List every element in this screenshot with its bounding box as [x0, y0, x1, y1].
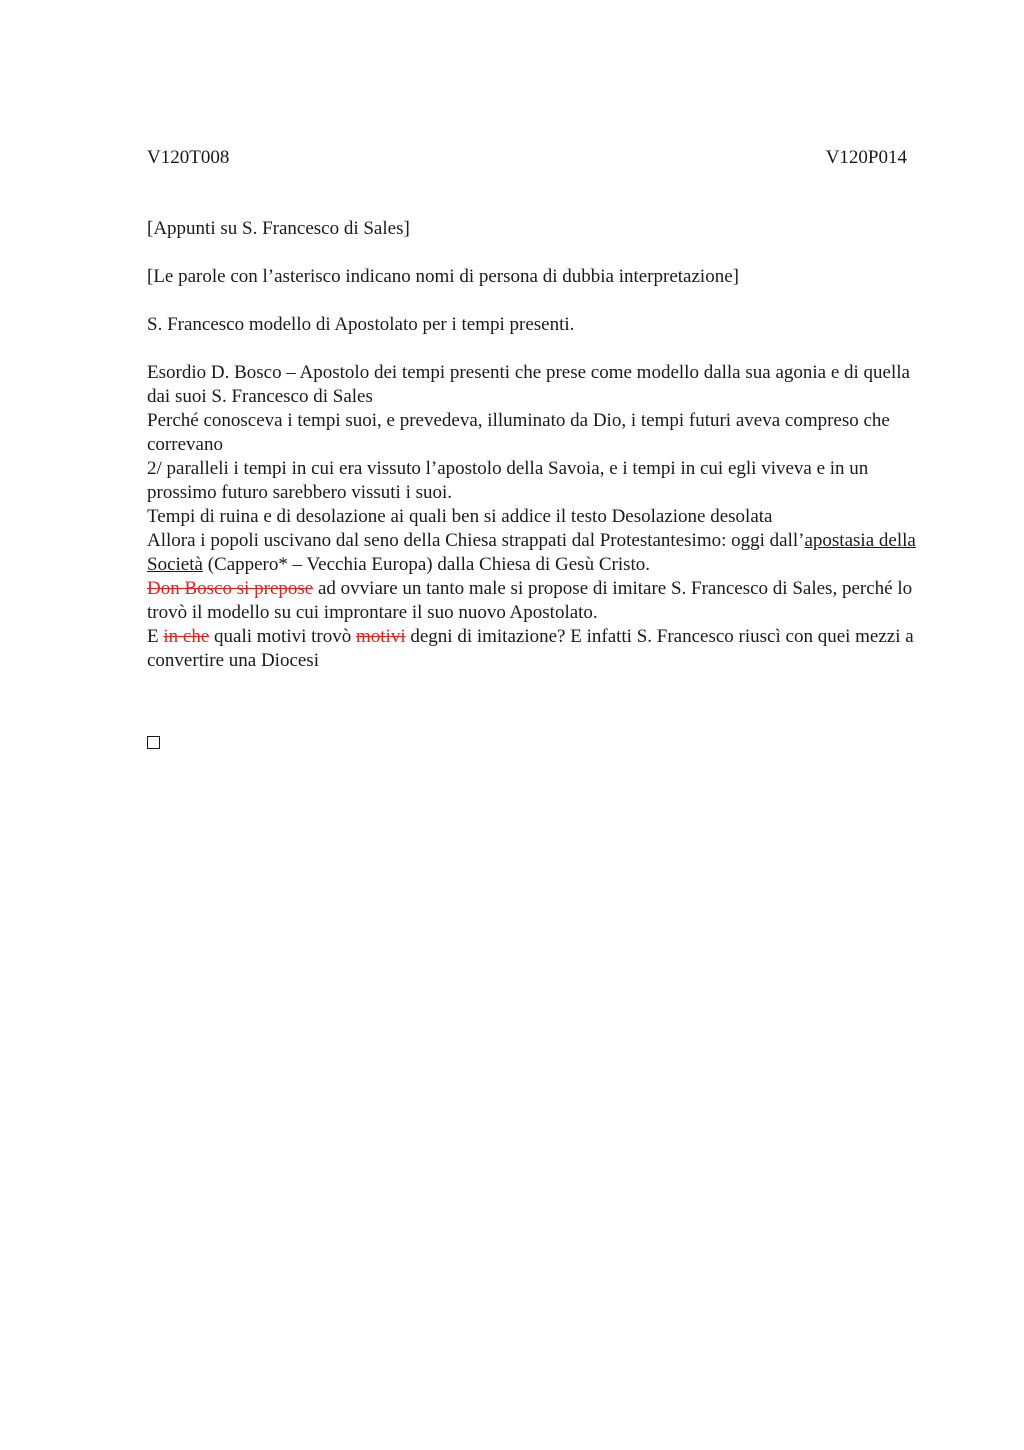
- text-segment: E: [147, 626, 164, 647]
- spacer: [147, 289, 927, 313]
- text-segment: quali motivi trovò: [209, 626, 356, 647]
- text-segment: degni di imitazione? E infatti S. Francesco riuscì con quei mezzi a convertire una Diocesi: [147, 626, 914, 671]
- paragraph-ruin: Tempi di ruina e di desolazione ai quali ben si addice il testo Desolazione desolata: [147, 506, 773, 527]
- spacer: [147, 241, 927, 265]
- text-segment: (Cappero* – Vecchia Europa) dalla Chiesa di Gesù Cristo.: [202, 554, 651, 575]
- deleted-text: in che: [163, 626, 210, 647]
- paragraph-knowledge: Perché conosceva i tempi suoi, e prevedeva, illuminato da Dio, i tempi futuri aveva compreso che correvano: [147, 410, 890, 455]
- checkbox-icon: [147, 736, 160, 749]
- underlined-text: apostasia della Società: [147, 530, 916, 575]
- document-code-left: V120T008: [147, 147, 230, 168]
- document-subtitle: S. Francesco modello di Apostolato per i tempi presenti.: [147, 314, 575, 335]
- paragraph-peoples: [147, 529, 927, 577]
- document-title: [Appunti su S. Francesco di Sales]: [147, 218, 410, 239]
- paragraph-motives: [147, 625, 927, 673]
- document-body: [147, 217, 927, 673]
- deleted-text: motivi: [355, 626, 406, 647]
- text-segment: Allora i popoli uscivano dal seno della Chiesa strappati dal Protestantesimo: oggi dall’: [147, 530, 805, 551]
- spacer: [147, 337, 927, 361]
- deleted-text: Don Bosco si prepose: [147, 578, 314, 599]
- text-segment: ad ovviare un tanto male si propose di imitare S. Francesco di Sales, perché lo trovò il modello su cui improntare il suo nuovo Apostolato.: [147, 578, 913, 623]
- editorial-note: [Le parole con l’asterisco indicano nomi di persona di dubbia interpretazione]: [147, 266, 739, 287]
- paragraph-exordium: Esordio D. Bosco – Apostolo dei tempi presenti che prese come modello dalla sua agonia e di quella dai suoi S. Francesco di Sales: [147, 362, 910, 407]
- paragraph-parallels: 2/ paralleli i tempi in cui era vissuto l’apostolo della Savoia, e i tempi in cui egli viveva e in un prossimo futuro sarebbero vissuti i suoi.: [147, 458, 869, 503]
- document-code-right: V120P014: [825, 147, 907, 168]
- paragraph-don-bosco: [147, 577, 927, 625]
